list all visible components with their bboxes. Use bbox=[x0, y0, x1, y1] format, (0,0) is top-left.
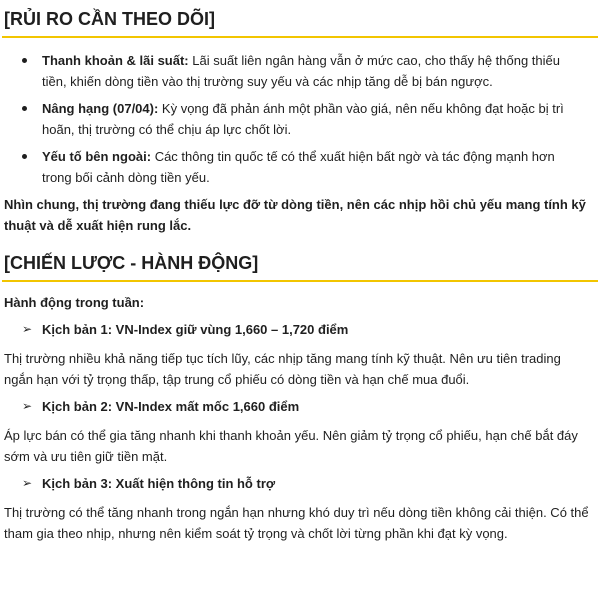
scenario-title: Kịch bản 2: VN-Index mất mốc 1,660 điểm bbox=[42, 399, 300, 414]
risk-item-liquidity bbox=[0, 50, 600, 92]
arrow-bullet-icon: ➢ bbox=[22, 476, 33, 490]
risk-item-text: Kỳ vọng đã phản ánh một phần vào giá, nên nếu không đạt hoặc bị trì hoãn, thị trường có thể chịu áp lực chốt lời. bbox=[42, 101, 564, 137]
scenario-heading bbox=[0, 396, 600, 417]
scenario-1 bbox=[0, 319, 600, 390]
strategy-section bbox=[0, 250, 600, 544]
risk-item-text: Lãi suất liên ngân hàng vẫn ở mức cao, cho thấy hệ thống thiếu tiền, khiến dòng tiền vào thị trường suy yếu và các nhịp tăng dễ bị bán ngược. bbox=[42, 53, 561, 89]
scenario-title: Kịch bản 3: Xuất hiện thông tin hỗ trợ bbox=[42, 476, 276, 491]
strategy-section-title: [CHIẾN LƯỢC - HÀNH ĐỘNG] bbox=[4, 253, 259, 273]
scenario-text: Áp lực bán có thể gia tăng nhanh khi thanh khoản yếu. Nên giảm tỷ trọng cổ phiếu, hạn chế bắt đáy sớm và ưu tiên giữ tiền mặt. bbox=[4, 428, 578, 464]
scenario-heading bbox=[0, 473, 600, 494]
scenario-2 bbox=[0, 396, 600, 467]
strategy-subtitle: Hành động trong tuần: bbox=[4, 295, 145, 310]
risk-section bbox=[0, 0, 600, 236]
risk-summary: Nhìn chung, thị trường đang thiếu lực đỡ từ dòng tiền, nên các nhịp hồi chủ yếu mang tính kỹ thuật và dễ xuất hiện rung lắc. bbox=[4, 197, 586, 233]
risk-item-label: Thanh khoản & lãi suất: bbox=[42, 53, 189, 68]
risk-item-upgrade bbox=[0, 98, 600, 140]
scenario-3 bbox=[0, 473, 600, 544]
risk-item-label: Yếu tố bên ngoài: bbox=[42, 149, 152, 164]
risk-section-title: [RỦI RO CẦN THEO DÕI] bbox=[4, 9, 215, 29]
arrow-bullet-icon: ➢ bbox=[22, 399, 33, 413]
risk-item-label: Nâng hạng (07/04): bbox=[42, 101, 159, 116]
scenario-title: Kịch bản 1: VN-Index giữ vùng 1,660 – 1,720 điểm bbox=[42, 322, 349, 337]
scenario-heading bbox=[0, 319, 600, 340]
risk-item-external bbox=[0, 146, 600, 188]
scenario-text: Thị trường nhiều khả năng tiếp tục tích lũy, các nhịp tăng mang tính kỹ thuật. Nên ưu tiên trading ngắn hạn với tỷ trọng thấp, tập trung cổ phiếu có dòng tiền và hạn chế mua đuổi. bbox=[4, 351, 561, 387]
risk-list bbox=[0, 50, 600, 188]
section-divider bbox=[2, 280, 598, 282]
arrow-bullet-icon: ➢ bbox=[22, 322, 33, 336]
risk-item-text: Các thông tin quốc tế có thể xuất hiện bất ngờ và tác động mạnh hơn trong bối cảnh dòng tiền yếu. bbox=[42, 149, 555, 185]
scenario-text: Thị trường có thể tăng nhanh trong ngắn hạn nhưng khó duy trì nếu dòng tiền không cải thiện. Có thể tham gia theo nhịp, nhưng nên kiểm soát tỷ trọng và chốt lời từng phần khi đạt kỳ vọng. bbox=[4, 505, 589, 541]
section-divider bbox=[2, 36, 598, 38]
